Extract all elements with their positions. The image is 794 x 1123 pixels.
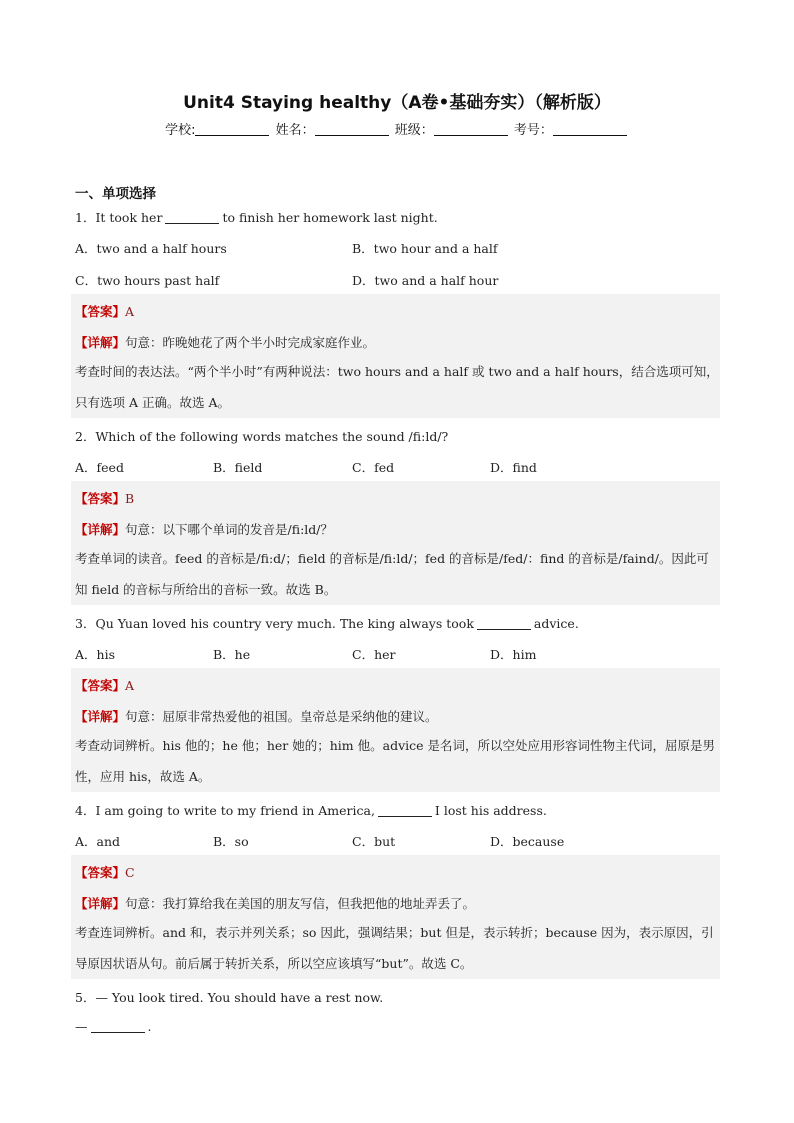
answer-blank [91,1020,145,1033]
exam-number-blank[interactable] [553,122,627,136]
question-2-option-a: A．feed [75,460,124,475]
school-blank[interactable] [195,122,269,136]
answer-blank [477,617,531,630]
question-4-meaning: 【详解】句意：我打算给我在美国的朋友写信，但我把他的地址弄丢了。 [75,896,476,911]
question-4-analysis: 考查连词辨析。and 和，表示并列关系；so 因此，强调结果；but 但是，表示转折；because 因为，表示原因，引导原因状语从句。前后属于转折关系，所以空应该填写“but”。故选 C。 [75,925,714,971]
question-3-meaning: 【详解】句意：屈原非常热爱他的祖国。皇帝总是采纳他的建议。 [75,709,438,724]
question-1-option-b: B．two hour and a half [352,241,498,256]
question-2-option-d: D．find [490,460,537,475]
question-3-option-d: D．him [490,647,537,662]
question-2-stem: 2．Which of the following words matches the sound /fi:ld/? [75,429,449,444]
question-4-stem: 4．I am going to write to my friend in America, I lost his address. [75,803,547,818]
class-label: 班级： [394,123,434,138]
question-3-answer: 【答案】A [75,678,135,693]
answer-blank [378,804,432,817]
question-4-option-a: A．and [75,834,121,849]
question-1-stem: 1．It took her to finish her homework last night. [75,210,438,225]
name-label: 姓名： [275,123,315,138]
question-2-option-c: C．fed [352,460,395,475]
question-3-stem: 3．Qu Yuan loved his country very much. The king always took advice. [75,616,579,631]
question-1-answer: 【答案】A [75,304,135,319]
question-2-analysis: 考查单词的读音。feed 的音标是/fi:d/；field 的音标是/fi:ld/；fed 的音标是/fed/：find 的音标是/faind/。因此可知 field 的音标与所给出的音标一致。故选 B。 [75,551,709,597]
answer-blank [165,211,219,224]
section-title: 一、单项选择 [75,186,156,202]
question-2-meaning: 【详解】句意：以下哪个单词的发音是/fi:ld/？ [75,522,333,537]
question-2-option-b: B．field [213,460,263,475]
question-4-answer: 【答案】C [75,865,135,880]
student-info-line [0,119,794,138]
question-1-option-c: C．two hours past half [75,273,220,288]
question-4-option-c: C．but [352,834,396,849]
class-blank[interactable] [434,122,508,136]
question-3-option-c: C．her [352,647,396,662]
question-5-reply: — . [75,1019,152,1034]
question-1-meaning: 【详解】句意：昨晚她花了两个半小时完成家庭作业。 [75,335,376,350]
question-3-option-a: A．his [75,647,115,662]
question-3-option-b: B．he [213,647,251,662]
question-4-option-b: B．so [213,834,249,849]
question-1-analysis: 考查时间的表达法。“两个半小时”有两种说法：two hours and a half 或 two and a half hours，结合选项可知，只有选项 A 正确。故选 A。 [75,364,719,410]
question-1-option-a: A．two and a half hours [75,241,227,256]
document-title: Unit4 Staying healthy（A卷•基础夯实）（解析版） [183,93,611,113]
name-blank[interactable] [315,122,389,136]
exam-number-label: 考号： [513,123,553,138]
question-5-stem: 5．— You look tired. You should have a rest now. [75,990,384,1005]
question-4-option-d: D．because [490,834,565,849]
question-1-option-d: D．two and a half hour [352,273,499,288]
question-3-analysis: 考查动词辨析。his 他的；he 他；her 她的；him 他。advice 是名词，所以空处应用形容词性物主代词，屈原是男性，应用 his，故选 A。 [75,738,716,784]
school-label: 学校: [165,123,196,138]
question-2-answer: 【答案】B [75,491,135,506]
